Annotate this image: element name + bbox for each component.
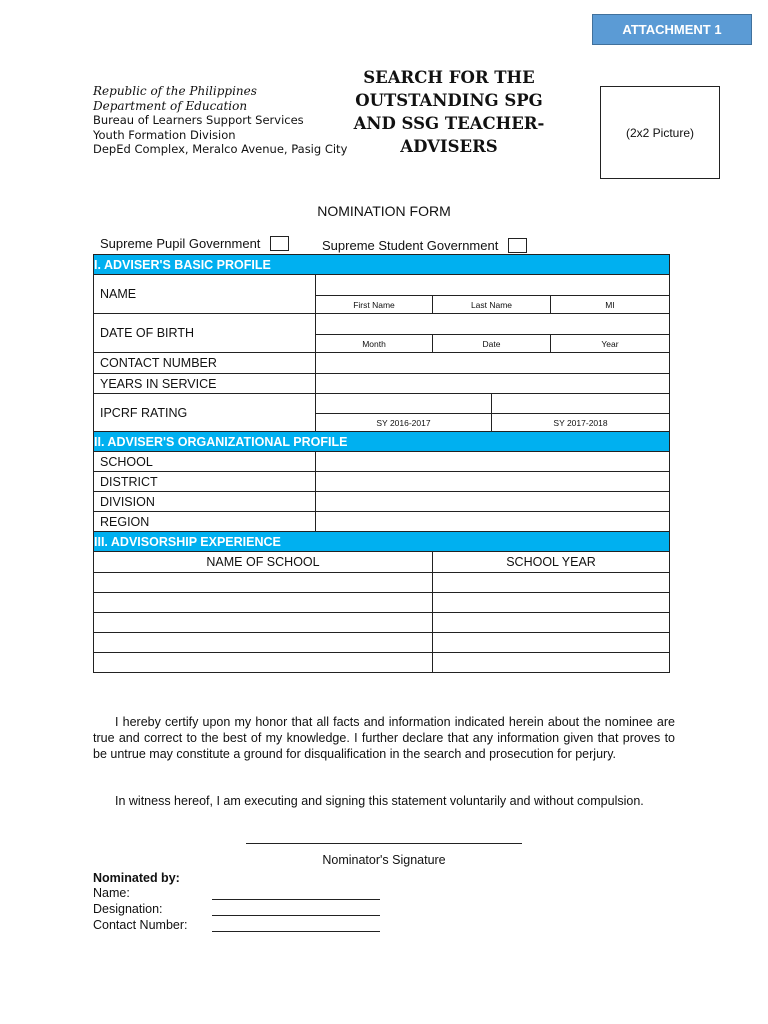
school-input[interactable] (316, 452, 670, 472)
ipcrf-label: IPCRF RATING (94, 394, 316, 432)
certification-paragraph: I hereby certify upon my honor that all facts and information indicated herein about the nominee are true and correct to the best of my knowledge. I further declare that any information given that proves to be untrue may constitute a ground for disqualification in the search and prosecution for perjury. (93, 715, 675, 761)
section1-header: I. ADVISER'S BASIC PROFILE (94, 255, 670, 275)
pupil-checkbox[interactable] (270, 236, 289, 251)
contact-label: CONTACT NUMBER (94, 353, 316, 374)
experience-year-cell[interactable] (433, 633, 670, 653)
experience-year-cell[interactable] (433, 593, 670, 613)
division-text: Youth Formation Division (93, 127, 236, 142)
nominator-designation-label: Designation: (93, 902, 163, 916)
witness-paragraph: In witness hereof, I am executing and signing this statement voluntarily and without compulsion. (115, 794, 644, 808)
section3-header: III. ADVISORSHIP EXPERIENCE (94, 532, 670, 552)
name-label: NAME (94, 275, 316, 314)
nominator-contact-label: Contact Number: (93, 918, 188, 932)
district-input[interactable] (316, 472, 670, 492)
col-school-year: SCHOOL YEAR (433, 552, 670, 573)
ipcrf-1617-input[interactable] (316, 394, 492, 414)
dob-label: DATE OF BIRTH (94, 314, 316, 353)
experience-school-cell[interactable] (94, 653, 433, 673)
choice-student (322, 238, 527, 253)
experience-year-cell[interactable] (433, 573, 670, 593)
title-line: SEARCH FOR THE (363, 68, 535, 87)
sy-2017-2018-label: SY 2017-2018 (492, 414, 670, 432)
date-field[interactable]: Date (433, 335, 551, 353)
choice-pupil (100, 236, 289, 251)
year-field[interactable]: Year (551, 335, 670, 353)
mi-field[interactable]: MI (551, 296, 670, 314)
agency-header (93, 84, 347, 157)
experience-school-cell[interactable] (94, 613, 433, 633)
nominator-name-field[interactable] (212, 899, 380, 900)
address-text: DepEd Complex, Meralco Avenue, Pasig City (93, 142, 348, 156)
choice-student-label: Supreme Student Government (322, 238, 499, 253)
ipcrf-1718-input[interactable] (492, 394, 670, 414)
section2-header: II. ADVISER'S ORGANIZATIONAL PROFILE (94, 432, 670, 452)
experience-school-cell[interactable] (94, 593, 433, 613)
dob-input[interactable] (316, 314, 670, 335)
division-label: DIVISION (94, 492, 316, 512)
picture-box (600, 86, 720, 179)
republic-text: Republic of the Philippines (93, 84, 257, 98)
col-name-of-school: NAME OF SCHOOL (94, 552, 433, 573)
month-field[interactable]: Month (316, 335, 433, 353)
first-name-field[interactable]: First Name (316, 296, 433, 314)
title-line: AND SSG TEACHER- (353, 114, 545, 133)
signature-label: Nominator's Signature (322, 853, 446, 867)
name-input[interactable] (316, 275, 670, 296)
years-input[interactable] (316, 374, 670, 394)
nominator-name-label: Name: (93, 886, 130, 900)
nominator-contact-field[interactable] (212, 931, 380, 932)
title-line: OUTSTANDING SPG (355, 91, 543, 110)
signature-line[interactable] (246, 843, 522, 844)
nomination-table (93, 254, 670, 673)
nominator-designation-field[interactable] (212, 915, 380, 916)
division-input[interactable] (316, 492, 670, 512)
document-title (336, 66, 562, 158)
region-label: REGION (94, 512, 316, 532)
experience-school-cell[interactable] (94, 633, 433, 653)
form-title: NOMINATION FORM (317, 203, 451, 219)
experience-school-cell[interactable] (94, 573, 433, 593)
title-line: ADVISERS (400, 137, 498, 156)
attachment-label: ATTACHMENT 1 (592, 14, 752, 45)
nominated-by-heading: Nominated by: (93, 871, 180, 885)
experience-year-cell[interactable] (433, 653, 670, 673)
district-label: DISTRICT (94, 472, 316, 492)
student-checkbox[interactable] (508, 238, 527, 253)
sy-2016-2017-label: SY 2016-2017 (316, 414, 492, 432)
experience-year-cell[interactable] (433, 613, 670, 633)
bureau-text: Bureau of Learners Support Services (93, 113, 304, 127)
last-name-field[interactable]: Last Name (433, 296, 551, 314)
contact-input[interactable] (316, 353, 670, 374)
region-input[interactable] (316, 512, 670, 532)
school-label: SCHOOL (94, 452, 316, 472)
years-label: YEARS IN SERVICE (94, 374, 316, 394)
picture-box-label: (2x2 Picture) (625, 125, 695, 140)
department-text: Department of Education (93, 98, 248, 113)
choice-pupil-label: Supreme Pupil Government (100, 236, 261, 251)
